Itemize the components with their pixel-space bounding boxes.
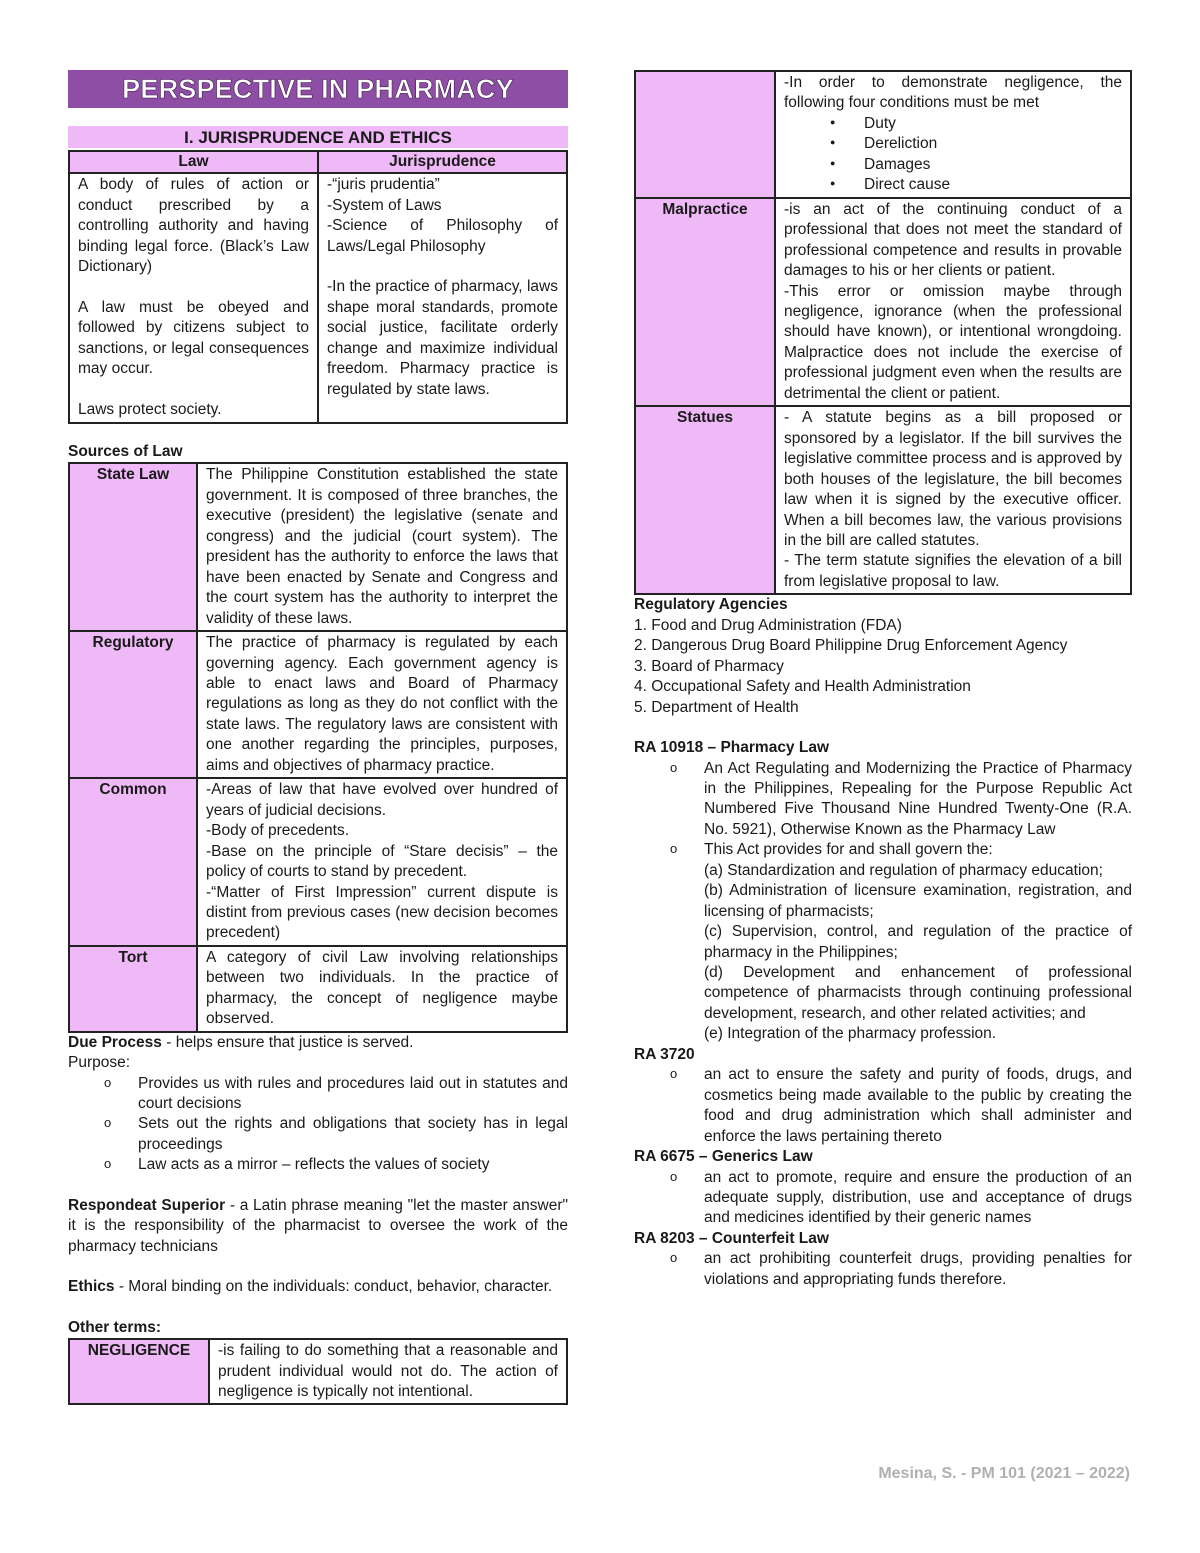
law-cell: A body of rules of action or conduct prescribed by a controlling authority and having binding legal force. (Black’s Law Dictionary) A law must be obeyed and followed by citizens subject to sanctions, or legal consequences may occur. Laws protect society. bbox=[69, 173, 318, 423]
agencies-heading: Regulatory Agencies bbox=[634, 596, 788, 614]
source-text: -Areas of law that have evolved over hundred of years of judicial decisions. -Body of precedents. -Base on the principle of “Stare decisis” – the policy of courts to stand by precedent. -“Matter of First Impression” current dispute is distint from previous cases (new decision becomes precedent) bbox=[197, 778, 567, 946]
source-text: A category of civil Law involving relationships between two individuals. In the practice of pharmacy, the concept of negligence maybe observed. bbox=[197, 946, 567, 1032]
conditions-list bbox=[784, 114, 1122, 196]
list-item: o Law acts as a mirror – reflects the values of society bbox=[104, 1155, 568, 1175]
left-column bbox=[68, 70, 568, 1405]
table-row bbox=[635, 71, 1131, 198]
table-row bbox=[69, 631, 567, 778]
table-row bbox=[69, 778, 567, 946]
negligence-conditions: -In order to demonstrate negligence, the following four conditions must be met ● Duty ● Dereliction ● Damages ● Direct cause bbox=[775, 71, 1131, 198]
jurisprudence-cell: -“juris prudentia” -System of Laws -Science of Philosophy of Laws/Legal Philosophy -In the practice of pharmacy, laws shape moral standards, promote social justice, facilitate orderly change and maximize individual freedom. Pharmacy practice is regulated by state laws. bbox=[318, 173, 567, 423]
source-label: Regulatory bbox=[69, 631, 197, 778]
list-item: o Sets out the rights and obligations that society has in legal proceedings bbox=[104, 1114, 568, 1155]
list-item: 2. Dangerous Drug Board Philippine Drug Enforcement Agency bbox=[634, 637, 1068, 655]
continued-label bbox=[635, 71, 775, 198]
table-row bbox=[69, 1339, 567, 1404]
list-item: 3. Board of Pharmacy bbox=[634, 657, 784, 675]
list-item: ● Damages bbox=[830, 155, 1122, 175]
due-process: Due Process - helps ensure that justice is served. bbox=[68, 1033, 414, 1051]
statues-text: - A statute begins as a bill proposed or sponsored by a legislator. If the bill survives the legislative committee process and is approved by both houses of the legislature, the bill becomes law when it is signed by the executive officer. When a bill becomes law, the various provisions in the bill are called statutes. - The term statute signifies the elevation of a bill from legislative proposal to law. bbox=[775, 406, 1131, 594]
list-item: 5. Department of Health bbox=[634, 698, 799, 716]
negligence-label: NEGLIGENCE bbox=[69, 1339, 209, 1404]
list-item: ● Dereliction bbox=[830, 134, 1122, 154]
right-column bbox=[634, 70, 1132, 1290]
ethics: Ethics - Moral binding on the individuals: conduct, behavior, character. bbox=[68, 1278, 553, 1296]
ra6675-heading: RA 6675 – Generics Law bbox=[634, 1148, 813, 1166]
list-item: 4. Occupational Safety and Health Administration bbox=[634, 678, 971, 696]
list-item: ● Duty bbox=[830, 114, 1122, 134]
list-item: ● Direct cause bbox=[830, 175, 1122, 195]
jurisprudence-header: Jurisprudence bbox=[318, 151, 567, 173]
table-row bbox=[69, 463, 567, 631]
respondeat-superior: Respondeat Superior - a Latin phrase meaning "let the master answer" it is the responsibility of the pharmacist to oversee the work of the pharmacy technicians bbox=[68, 1196, 569, 1255]
sources-heading: Sources of Law bbox=[68, 442, 183, 460]
terms-table bbox=[634, 70, 1132, 595]
list-item: o This Act provides for and shall govern the: (a) Standardization and regulation of pharmacy education; (b) Administration of licensure examination, registration, and licensing of pharmacists; (c) Supervision, control, and regulation of the practice of pharmacy in the Philippines; (d) Development and enhancement of professional competence of pharmacists through continuing professional development, research, and other related activities; and (e) Integration of the pharmacy profession. bbox=[670, 840, 1132, 1045]
source-label: Tort bbox=[69, 946, 197, 1032]
negligence-table bbox=[68, 1338, 568, 1405]
law-table bbox=[68, 150, 568, 424]
law-header: Law bbox=[69, 151, 318, 173]
footer: Mesina, S. - PM 101 (2021 – 2022) bbox=[878, 1465, 1130, 1482]
list-item: 1. Food and Drug Administration (FDA) bbox=[634, 616, 902, 634]
source-label: State Law bbox=[69, 463, 197, 631]
table-row bbox=[69, 946, 567, 1032]
list-item: o an act prohibiting counterfeit drugs, providing penalties for violations and appropriating funds therefore. bbox=[670, 1249, 1132, 1290]
section-heading: I. JURISPRUDENCE AND ETHICS bbox=[68, 126, 568, 148]
table-row bbox=[635, 198, 1131, 407]
malpractice-text: -is an act of the continuing conduct of a professional that does not meet the standard of professional competence and results in provable damages to his or her clients or patient. -This error or omission maybe through negligence, ignorance (when the professional should have known), or intentional wrongdoing. Malpractice does not include the exercise of professional judgment even when the results are detrimental the client or patient. bbox=[775, 198, 1131, 407]
purpose-label: Purpose: bbox=[68, 1054, 131, 1072]
table-row bbox=[635, 406, 1131, 594]
malpractice-label: Malpractice bbox=[635, 198, 775, 407]
other-terms-heading: Other terms: bbox=[68, 1318, 162, 1336]
ra8203-heading: RA 8203 – Counterfeit Law bbox=[634, 1229, 829, 1247]
ra10918-list bbox=[634, 759, 1132, 1045]
list-item: o an act to ensure the safety and purity of foods, drugs, and cosmetics being made available to the public by creating the food and drug administration which shall administer and enforce the laws pertaining thereto bbox=[670, 1065, 1132, 1147]
list-item: o Provides us with rules and procedures laid out in statutes and court decisions bbox=[104, 1074, 568, 1115]
ra10918-heading: RA 10918 – Pharmacy Law bbox=[634, 739, 830, 757]
list-item: o An Act Regulating and Modernizing the Practice of Pharmacy in the Philippines, Repealing for the Purpose Republic Act Numbered Five Thousand Nine Hundred Twenty-One (R.A. No. 5921), Otherwise Known as the Pharmacy Law bbox=[670, 759, 1132, 841]
statues-label: Statues bbox=[635, 406, 775, 594]
sources-table bbox=[68, 462, 568, 1032]
source-text: The Philippine Constitution established the state government. It is composed of three branches, the executive (president) the legislative (senate and congress) and the judicial (court system). The president has the authority to enforce the laws that have been enacted by Senate and Congress and the court system has the authority to interpret the validity of these laws. bbox=[197, 463, 567, 631]
list-item: o an act to promote, require and ensure the production of an adequate supply, distribution, use and acceptance of drugs and medicines identified by their generic names bbox=[670, 1168, 1132, 1229]
ra3720-heading: RA 3720 bbox=[634, 1045, 695, 1063]
source-label: Common bbox=[69, 778, 197, 946]
page-title: PERSPECTIVE IN PHARMACY bbox=[68, 70, 568, 108]
negligence-text: -is failing to do something that a reasonable and prudent individual would not do. The action of negligence is typically not intentional. bbox=[209, 1339, 567, 1404]
purpose-list bbox=[68, 1074, 568, 1176]
source-text: The practice of pharmacy is regulated by each governing agency. Each government agency is able to enact laws and Board of Pharmacy regulations as long as they do not conflict with the state laws. The regulatory laws are consistent with one another regarding the principles, purposes, aims and objectives of pharmacy practice. bbox=[197, 631, 567, 778]
